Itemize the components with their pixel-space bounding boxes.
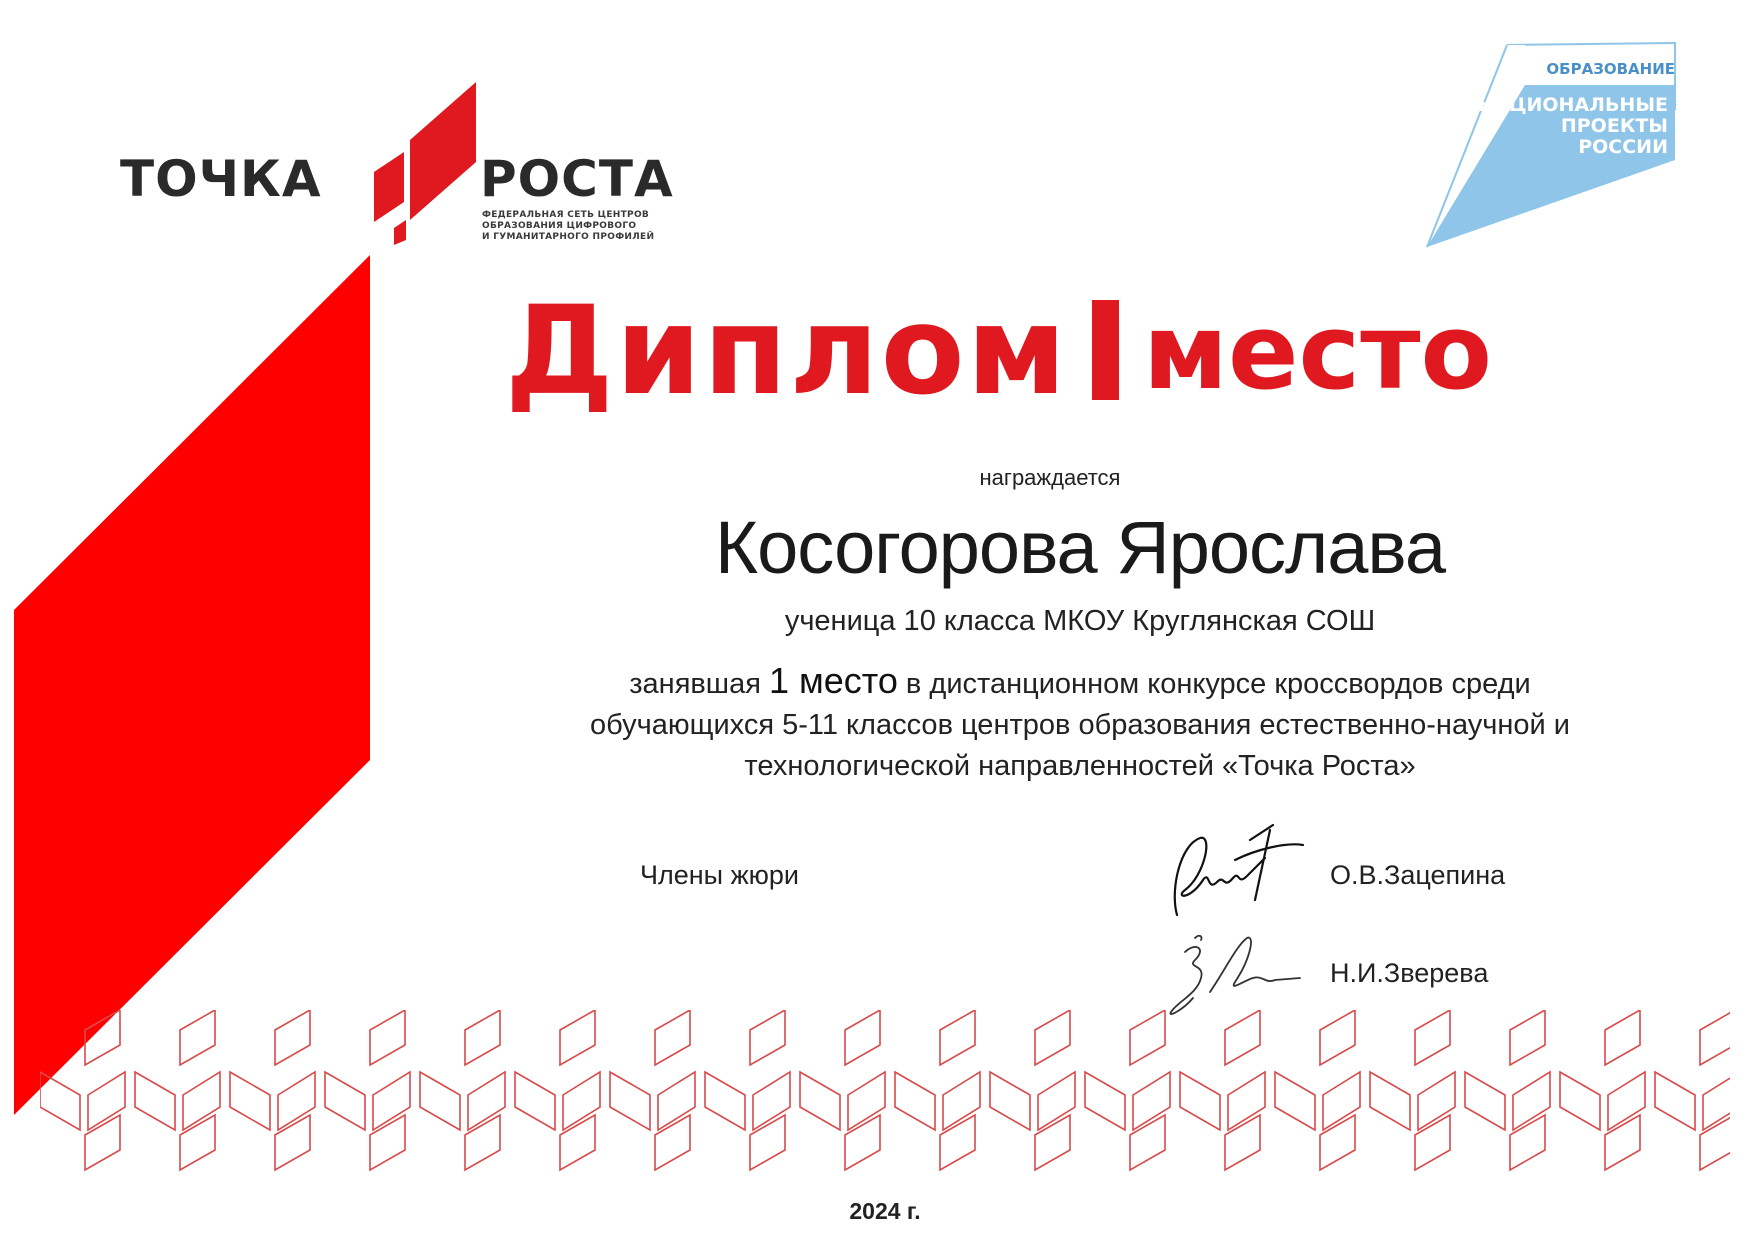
- description-line-3: технологической направленностей «Точка Роста»: [744, 750, 1416, 782]
- jury-label: Члены жюри: [640, 860, 799, 890]
- jury-member-2: Н.И.Зверева: [1330, 958, 1489, 988]
- national-projects-line: ПРОЕКТЫ: [1560, 115, 1668, 137]
- recipient-name: Косогорова Ярослава: [715, 506, 1445, 589]
- national-projects-top-label: ОБРАЗОВАНИЕ: [1546, 60, 1675, 78]
- award-description: [500, 660, 1660, 787]
- logo-word-rosta: РОСТА: [480, 150, 674, 208]
- tochka-rosta-mark-icon: [372, 80, 482, 245]
- awarded-label: награждается: [979, 465, 1121, 490]
- logo-subtitle: [482, 210, 722, 243]
- signature-zvereva: [1165, 930, 1305, 1020]
- tochka-rosta-logo: [120, 80, 720, 255]
- national-projects-text: [1478, 95, 1668, 158]
- recipient-role: ученица 10 класса МКОУ Круглянская СОШ: [784, 605, 1376, 637]
- first-place-numeral-bar: [1092, 300, 1119, 400]
- place-title: место: [1143, 291, 1492, 413]
- description-line1-rest: в дистанционном конкурсе кроссвордов среди: [897, 668, 1531, 700]
- description-prefix: занявшая: [629, 668, 769, 700]
- logo-subtitle-line: И ГУМАНИТАРНОГО ПРОФИЛЕЙ: [482, 232, 655, 242]
- signature-zatsepina: [1155, 820, 1305, 930]
- national-projects-logo: [1425, 40, 1690, 250]
- description-place: 1 место: [768, 660, 898, 701]
- logo-word-tochka: ТОЧКА: [120, 150, 322, 208]
- description-line-1: [500, 660, 1660, 705]
- description-line-2: обучающихся 5-11 классов центров образования естественно-научной и: [590, 709, 1570, 741]
- decorative-lattice-pattern: [40, 1010, 1730, 1175]
- logo-subtitle-line: ОБРАЗОВАНИЯ ЦИФРОВОГО: [482, 221, 637, 231]
- jury-member-1: О.В.Зацепина: [1330, 860, 1506, 890]
- diploma-title: Диплом: [505, 280, 1069, 422]
- logo-subtitle-line: ФЕДЕРАЛЬНАЯ СЕТЬ ЦЕНТРОВ: [482, 210, 650, 220]
- certificate-year: 2024 г.: [849, 1198, 921, 1224]
- national-projects-line: НАЦИОНАЛЬНЫЕ: [1478, 94, 1668, 116]
- national-projects-line: РОССИИ: [1578, 136, 1668, 158]
